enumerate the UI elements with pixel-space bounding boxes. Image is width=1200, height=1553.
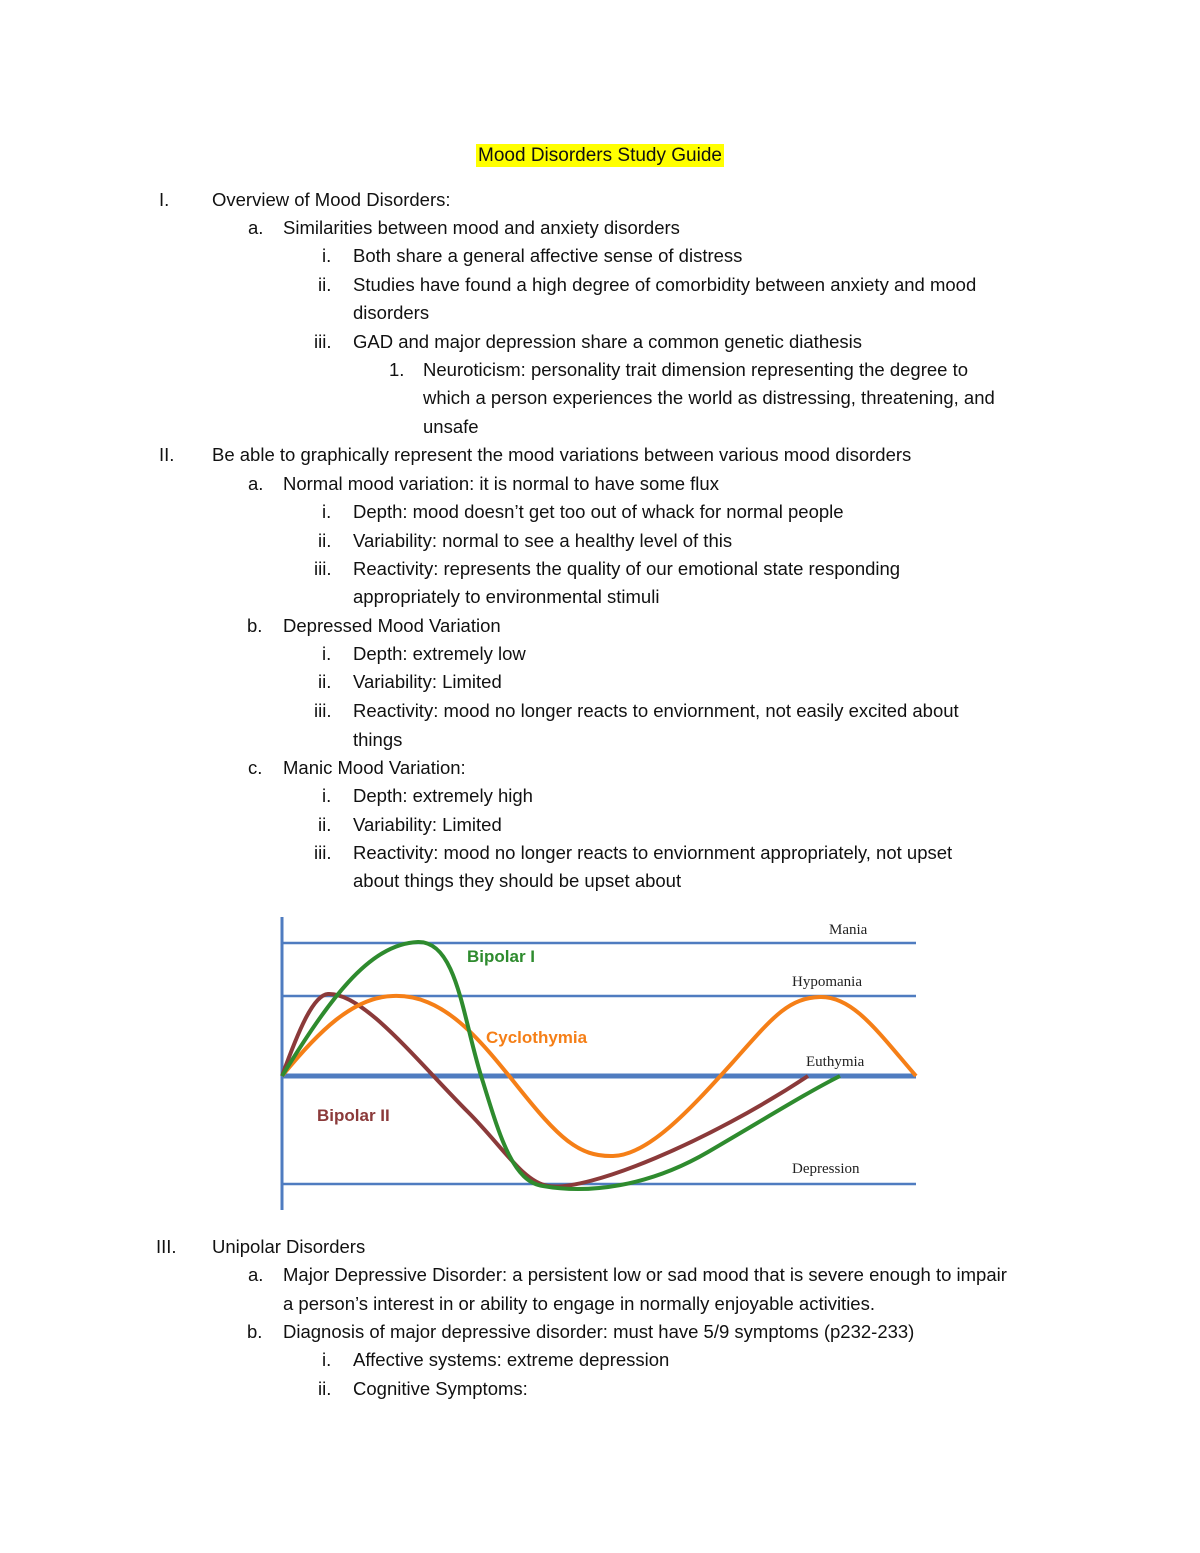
label-mania: Mania bbox=[829, 922, 868, 938]
list-item-continuation: appropriately to environmental stimuli bbox=[353, 586, 660, 607]
list-item-text: Affective systems: extreme depression bbox=[353, 1349, 670, 1370]
label-euthymia: Euthymia bbox=[806, 1054, 865, 1070]
list-item-continuation: about things they should be upset about bbox=[353, 870, 682, 891]
list-item-text: Similarities between mood and anxiety disorders bbox=[283, 217, 680, 238]
list-item-text: Variability: Limited bbox=[353, 814, 502, 835]
list-marker: i. bbox=[322, 501, 332, 522]
list-marker: III. bbox=[156, 1236, 177, 1257]
list-item-text: Studies have found a high degree of comorbidity between anxiety and mood bbox=[353, 274, 977, 295]
list-marker: iii. bbox=[314, 842, 332, 863]
list-marker: i. bbox=[322, 643, 332, 664]
list-item-text: Manic Mood Variation: bbox=[283, 757, 466, 778]
list-marker: i. bbox=[322, 785, 332, 806]
list-item-text: Reactivity: represents the quality of our emotional state responding bbox=[353, 558, 901, 579]
list-item-text: Depth: mood doesn’t get too out of whack for normal people bbox=[353, 501, 844, 522]
list-marker: c. bbox=[248, 757, 263, 778]
list-item-continuation: disorders bbox=[353, 302, 430, 323]
list-marker: I. bbox=[159, 189, 170, 210]
label-cyclothymia: Cyclothymia bbox=[486, 1028, 588, 1047]
list-item-text: Variability: normal to see a healthy level of this bbox=[353, 530, 733, 551]
list-item-text: Variability: Limited bbox=[353, 671, 502, 692]
label-bipolar-1: Bipolar I bbox=[467, 947, 536, 966]
list-item-text: Depth: extremely low bbox=[353, 643, 526, 664]
list-marker: a. bbox=[248, 217, 264, 238]
label-hypomania: Hypomania bbox=[792, 974, 862, 990]
bipolar-1-curve bbox=[282, 942, 840, 1189]
document-title: Mood Disorders Study Guide bbox=[478, 145, 722, 166]
list-item-text: GAD and major depression share a common genetic diathesis bbox=[353, 331, 863, 352]
list-marker: iii. bbox=[314, 558, 332, 579]
label-bipolar-2: Bipolar II bbox=[317, 1106, 390, 1125]
list-marker: ii. bbox=[318, 814, 332, 835]
list-item-continuation: unsafe bbox=[423, 416, 479, 437]
list-marker: b. bbox=[247, 615, 263, 636]
list-marker: i. bbox=[322, 245, 332, 266]
list-marker: b. bbox=[247, 1321, 263, 1342]
list-item-text: Reactivity: mood no longer reacts to enviornment appropriately, not upset bbox=[353, 842, 953, 863]
list-item-text: Unipolar Disorders bbox=[212, 1236, 366, 1257]
list-item-text: Overview of Mood Disorders: bbox=[212, 189, 451, 210]
list-marker: iii. bbox=[314, 700, 332, 721]
list-marker: 1. bbox=[389, 359, 405, 380]
list-item-text: Cognitive Symptoms: bbox=[353, 1378, 528, 1399]
list-item-text: Diagnosis of major depressive disorder: must have 5/9 symptoms (p232-233) bbox=[283, 1321, 915, 1342]
list-marker: i. bbox=[322, 1349, 332, 1370]
list-item-continuation: a person’s interest in or ability to engage in normally enjoyable activities. bbox=[283, 1293, 875, 1314]
list-item-continuation: which a person experiences the world as distressing, threatening, and bbox=[423, 387, 995, 408]
title-container bbox=[0, 143, 1200, 169]
list-item-text: Both share a general affective sense of distress bbox=[353, 245, 743, 266]
mood-variation-diagram bbox=[268, 912, 928, 1214]
list-item-text: Major Depressive Disorder: a persistent low or sad mood that is severe enough to impair bbox=[283, 1264, 1007, 1285]
list-item-text: Be able to graphically represent the mood variations between various mood disorders bbox=[212, 444, 912, 465]
list-item-text: Normal mood variation: it is normal to have some flux bbox=[283, 473, 719, 494]
bipolar-2-curve bbox=[282, 994, 808, 1187]
label-depression: Depression bbox=[792, 1161, 860, 1177]
list-item-continuation: things bbox=[353, 729, 403, 750]
list-marker: ii. bbox=[318, 530, 332, 551]
list-item-text: Neuroticism: personality trait dimension representing the degree to bbox=[423, 359, 969, 380]
list-marker: ii. bbox=[318, 671, 332, 692]
list-marker: ii. bbox=[318, 1378, 332, 1399]
list-item-text: Depressed Mood Variation bbox=[283, 615, 501, 636]
list-marker: iii. bbox=[314, 331, 332, 352]
list-marker: a. bbox=[248, 1264, 264, 1285]
list-marker: ii. bbox=[318, 274, 332, 295]
list-marker: a. bbox=[248, 473, 264, 494]
mood-variation-figure bbox=[268, 912, 928, 1214]
list-marker: II. bbox=[159, 444, 175, 465]
list-item-text: Depth: extremely high bbox=[353, 785, 533, 806]
list-item-text: Reactivity: mood no longer reacts to enviornment, not easily excited about bbox=[353, 700, 959, 721]
